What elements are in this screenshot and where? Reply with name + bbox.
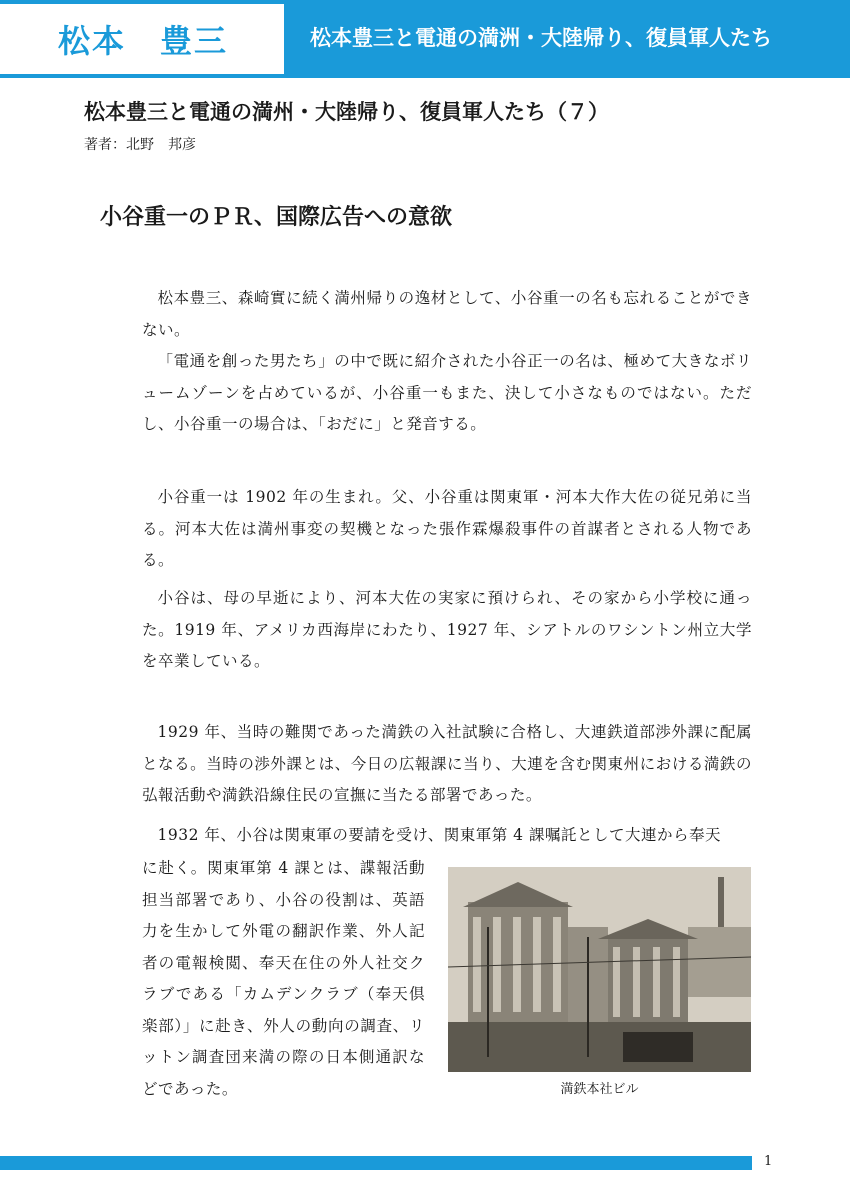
paragraph: 「電通を創った男たち」の中で既に紹介された小谷正一の名は、極めて大きなボリュームゾーンを占めているが、小谷重一もまた、決して小さなものではない。ただし、小谷重一の場合は、「おだに」と発音する。 bbox=[142, 352, 752, 433]
paragraph: 小谷重一は 1902 年の生まれ。父、小谷重は関東軍・河本大作大佐の従兄弟に当る。河本大佐は満州事変の契機となった張作霖爆殺事件の首謀者とされる人物である。 bbox=[142, 488, 752, 569]
mantetsu-building-photo bbox=[448, 867, 751, 1072]
paragraph: 小谷は、母の早逝により、河本大佐の実家に預けられ、その家から小学校に通った。1919 年、アメリカ西海岸にわたり、1927 年、シアトルのワシントン州立大学を卒業している。 bbox=[142, 589, 752, 670]
paragraph: 1932 年、小谷は関東軍の要請を受け、関東軍第 4 課嘱託として大連から奉天 bbox=[157, 826, 721, 844]
article-title: 松本豊三と電通の満州・大陸帰り、復員軍人たち（７） bbox=[84, 99, 609, 124]
footer-bar bbox=[0, 1156, 752, 1170]
photo-caption: 満鉄本社ビル bbox=[560, 1082, 639, 1097]
header-title-banner bbox=[284, 0, 850, 78]
paragraph: 松本豊三、森崎實に続く満州帰りの逸材として、小谷重一の名も忘れることができない。 bbox=[142, 289, 752, 339]
building-illustration bbox=[448, 867, 751, 1072]
header-series-title: 松本豊三と電通の満洲・大陸帰り、復員軍人たち bbox=[310, 26, 772, 50]
article-author: 著者：北野 邦彦 bbox=[84, 137, 196, 153]
page-number: 1 bbox=[764, 1154, 773, 1169]
paragraph: 1929 年、当時の難関であった満鉄の入社試験に合格し、大連鉄道部渉外課に配属となる。当時の渉外課とは、今日の広報課に当り、大連を含む関東州における満鉄の弘報活動や満鉄沿線住民の宣撫に当たる部署であった。 bbox=[142, 723, 752, 804]
paragraph-wrapped: に赴く。関東軍第 4 課とは、諜報活動担当部署であり、小谷の役割は、英語力を生かして外電の翻訳作業、外人記者の電報検閲、奉天在住の外人社交クラブである「カムデンクラブ（奉天倶楽部）」に赴き、外人の動向の調査、リットン調査団来満の際の日本側通訳などであった。 bbox=[142, 859, 425, 1098]
header-author-name: 松本 豊三 bbox=[58, 22, 229, 60]
section-heading: 小谷重一のＰＲ、国際広告への意欲 bbox=[100, 204, 453, 230]
header-name-panel bbox=[0, 0, 284, 78]
